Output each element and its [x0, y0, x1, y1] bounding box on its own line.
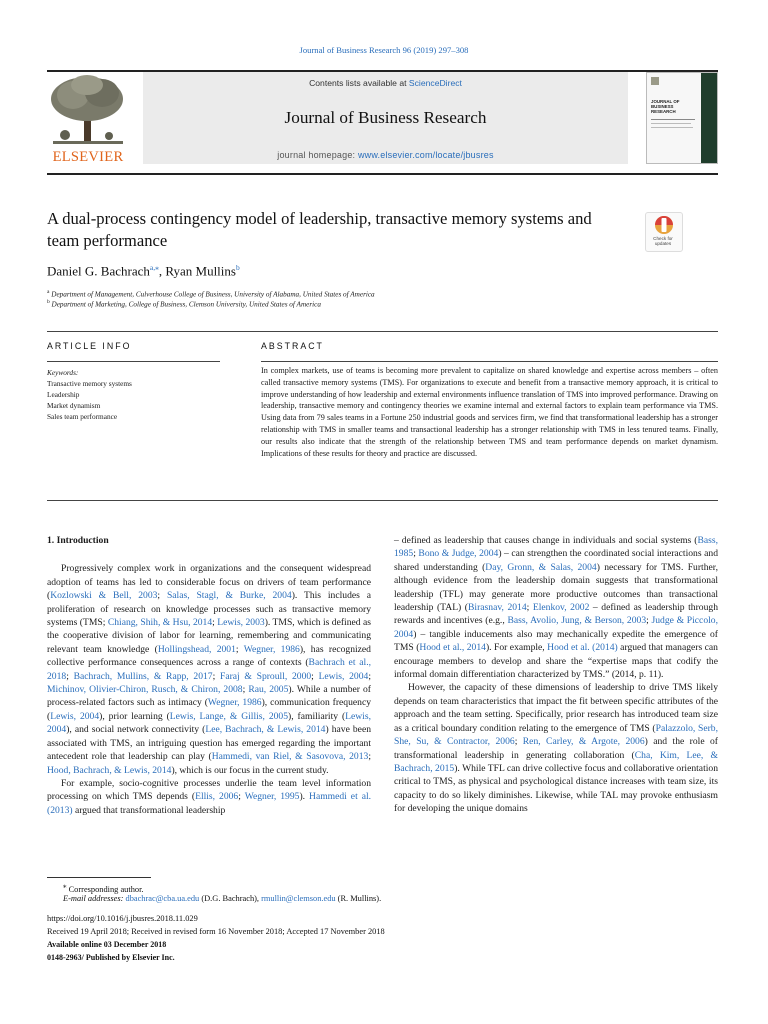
paragraph-text: ) and the role of transformational leadership in generating collaboration ( [394, 736, 718, 761]
paragraph-text: ; [311, 670, 319, 682]
check-for-updates-button[interactable] [645, 212, 683, 252]
paragraph-text: ; [66, 670, 74, 682]
paragraph-text: ) – can strengthen the coordinated social interactions and shared understanding ( [394, 548, 718, 573]
citation-link[interactable]: Rau, 2005 [248, 684, 289, 696]
author-line [47, 263, 240, 279]
citation-link[interactable]: Elenkov, 2002 [532, 602, 590, 614]
paragraph-text: ; [212, 670, 220, 682]
author-name: Daniel G. Bachrach [47, 263, 150, 279]
paragraph-text: ). While TFL can drive collective focus and collaborative orientation critical to TMS, as physical and psychological distance increases with team size, its capacity to do so likely diminishes. Likewise, while TAL may provoke enthusiasm for developing the unique domains [394, 762, 718, 815]
journal-cover-thumbnail [646, 72, 718, 164]
info-top-rule [47, 331, 718, 332]
available-online: Available online 03 December 2018 [47, 940, 167, 949]
paragraph-text: ; [242, 684, 249, 696]
author-separator: , [158, 263, 166, 279]
body-column-right [394, 534, 718, 816]
affiliation-marker: b [47, 299, 50, 305]
citation-link[interactable]: Bass, Avolio, Jung, & Berson, 2003 [507, 615, 647, 627]
citation-link[interactable]: Cha, Kim, Lee, & Bachrach, 2015 [394, 749, 718, 774]
affiliation-marker: a [47, 289, 50, 295]
corresponding-text: Corresponding author. [68, 884, 144, 894]
abstract-bottom-rule [47, 500, 718, 501]
body-paragraph [47, 562, 371, 777]
abstract-text: In complex markets, use of teams is becoming more prevalent to capitalize on shared knowledge and expertise across members – often called transactive memory systems (TMS). For organizations to execute and benefit from a transactive memory approach, it is critical to improve understanding of how leadership and external environments influence translation of TMS into improved performance. Drawing on leadership, transactive memory and contingency theories we examine internal and external factors to explain team performance via TMS. Using data from 79 sales teams in a Fortune 250 industrial goods and services firm, we find that transformational leadership has a stronger relationship with TMS in smaller teams and transactional leadership has a stronger relationship with TMS in less tenured teams. Finally, our results also indicate that the strength of the relationship between TMS and team performance depends on market dynamism. Implications of these results for theory and practice are discussed. [261, 366, 718, 458]
cover-logo [651, 77, 659, 85]
journal-title: Journal of Business Research [284, 108, 487, 127]
citation-link[interactable]: Kozlowski & Bell, 2003 [50, 590, 158, 602]
citation-link[interactable]: Hood et al., 2014 [419, 642, 486, 654]
keyword-item: Market dynamism [47, 401, 101, 410]
keyword-item: Sales team performance [47, 412, 118, 421]
abstract-rule [261, 361, 718, 362]
cover-spine [701, 73, 717, 163]
citation-link[interactable]: Birasnav, 2014 [468, 602, 527, 614]
citation-link[interactable]: Chiang, Shih, & Hsu, 2014 [107, 617, 213, 629]
citation-link[interactable]: Lewis, 2003 [217, 617, 265, 629]
paper-title: A dual-process contingency model of leadership, transactive memory systems and team performance [47, 209, 592, 250]
footnote-rule [47, 877, 151, 878]
citation-link[interactable]: Bass, 1985 [394, 535, 718, 560]
corresponding-marker: ⁎ [63, 882, 67, 890]
check-for-updates-label: Check for updates [653, 236, 673, 246]
email-owner: (R. Mullins). [335, 894, 382, 903]
paragraph-text: ; [235, 643, 244, 655]
citation-link[interactable]: Ellis, 2006 [195, 791, 239, 803]
citation-link[interactable]: Day, Gronn, & Salas, 2004 [485, 561, 597, 573]
body-paragraph [394, 534, 718, 681]
keywords-label: Keywords: [47, 368, 79, 377]
sciencedirect-link[interactable]: ScienceDirect [408, 78, 462, 88]
paragraph-text: Progressively complex work in organizations and the consequent widespread adoption of teams has led to considerable focus on drivers of team performance ( [47, 563, 371, 602]
paragraph-text: However, the capacity of these dimensions of leadership to drive TMS likely depends on team characteristics that impact the fit between specific attributes of the approach and the team setting. Specifically, prior research has introduced team size as a critical boundary condition relating to the emergence of TMS ( [394, 682, 718, 734]
email-label: E-mail addresses: [63, 894, 124, 903]
affiliation-text: Department of Marketing, College of Business, Clemson University, United States of America [51, 300, 321, 309]
citation-link[interactable]: Lewis, 2004 [318, 670, 369, 682]
citation-link[interactable]: Judge & Piccolo, 2004 [394, 615, 718, 640]
cover-line [651, 123, 691, 124]
paragraph-text: ), familiarity ( [288, 710, 346, 722]
paragraph-text: ). For example, [485, 642, 548, 654]
email-link[interactable]: dbachrac@cba.ua.edu [125, 894, 200, 903]
cover-title: JOURNAL OF BUSINESS RESEARCH [651, 99, 680, 114]
received-dates: Received 19 April 2018; Received in revised form 16 November 2018; Accepted 17 November 2018 [47, 927, 385, 936]
paragraph-text: ). While a number of process-related factors such as intimacy ( [47, 684, 371, 709]
paragraph-text: ), and social network connectivity ( [66, 724, 206, 736]
citation-link[interactable]: Hood, Bachrach, & Lewis, 2014 [47, 764, 172, 776]
contents-line [143, 78, 628, 88]
author-affiliation-link[interactable]: b [235, 263, 240, 272]
body-paragraph [47, 777, 371, 817]
paragraph-text: ; [238, 791, 245, 803]
citation-link[interactable]: Lewis, Lange, & Gillis, 2005 [169, 710, 289, 722]
author-name: Ryan Mullins [165, 263, 236, 279]
email-link[interactable]: rmullin@clemson.edu [261, 894, 336, 903]
paragraph-text: ; [157, 590, 167, 602]
cover-line [651, 119, 695, 120]
paragraph-text: ) have been associated with TMS, an intriguing question has emerged regarding the important antecedent role that leadership can play ( [47, 724, 371, 763]
author-affiliation-link[interactable]: a,⁎ [149, 263, 159, 272]
homepage-link[interactable]: www.elsevier.com/locate/jbusres [357, 150, 494, 160]
paragraph-text: ) necessary for TMS. Further, although evidence from the leadership domain suggests that transformational leadership (TFL) may generate more productive outcomes than transactional leadership (TAL) ( [394, 561, 718, 614]
paragraph-text: ). TMS, which is defined as the cooperative division of labor for learning, remembering and communicating relevant team knowledge ( [47, 617, 371, 655]
article-info-heading: ARTICLE INFO [47, 341, 132, 351]
homepage-line [143, 150, 628, 160]
paragraph-text: ), which is our focus in the current study. [171, 764, 329, 776]
keyword-item: Transactive memory systems [47, 379, 132, 388]
citation-link[interactable]: Wegner, 1995 [244, 791, 300, 803]
paragraph-text: For example, socio-cognitive processes underlie the team level information processing on which TMS depends ( [47, 777, 371, 803]
paragraph-text: ; [212, 617, 218, 629]
paragraph-text: ). [299, 791, 310, 803]
keyword-item: Leadership [47, 390, 80, 399]
paragraph-text: argued that transformational leadership [72, 804, 226, 816]
citation-link[interactable]: Lee, Bachrach, & Lewis, 2014 [205, 724, 326, 736]
email-owner: (D.G. Bachrach), [199, 894, 262, 903]
header-bottom-rule [47, 173, 718, 175]
abstract-heading: ABSTRACT [261, 341, 324, 351]
citation-link[interactable]: Hammedi et al. (2013) [47, 791, 372, 816]
paragraph-text: – defined as leadership that causes change in individuals and social systems ( [394, 535, 698, 546]
paragraph-text: ; [368, 751, 371, 763]
affiliation-text: Department of Management, Culverhouse College of Business, University of Alabama, United States of America [51, 290, 375, 299]
paragraph-text: – defined as leadership through rewards and incentives (e.g., [394, 602, 718, 627]
paragraph-text: ; [368, 670, 371, 682]
paragraph-text: ; [646, 615, 652, 627]
affiliation-b [47, 299, 321, 308]
body-paragraph [394, 681, 718, 815]
citation-link[interactable]: Hammedi, van Riel, & Sasovova, 2013 [211, 751, 369, 763]
paragraph-text: ), prior learning ( [99, 710, 170, 722]
info-rule [47, 361, 220, 362]
doi-link[interactable]: https://doi.org/10.1016/j.jbusres.2018.11.029 [47, 914, 198, 923]
section-heading: 1. Introduction [47, 535, 109, 546]
paragraph-text: ; [526, 602, 533, 614]
paragraph-text: ) – tangible inducements also may mechanically expedite the emergence of TMS ( [394, 628, 718, 654]
paragraph-text: argued that managers can encourage members to develop and share the “expertise maps that codify the informal domain differentiation characterized by TMS.” (2014, p. 11). [394, 642, 718, 681]
publisher-name: ELSEVIER [52, 149, 124, 165]
citation-link[interactable]: Michinov, Olivier-Chiron, Rusch, & Chiron, 2008 [47, 684, 243, 696]
citation-link[interactable]: Hood et al. (2014) [547, 642, 618, 654]
body-column-left [47, 534, 371, 817]
contents-prefix: Contents lists available at [309, 78, 409, 88]
issn-line: 0148-2963/ Published by Elsevier Inc. [47, 953, 175, 962]
paragraph-text: ), communication frequency ( [47, 697, 371, 722]
journal-reference-link[interactable]: Journal of Business Research 96 (2019) 297–308 [299, 45, 469, 55]
citation-link[interactable]: Faraj & Sproull, 2000 [220, 670, 312, 682]
citation-link[interactable]: Bono & Judge, 2004 [418, 548, 499, 560]
cover-line [651, 127, 693, 128]
citation-link[interactable]: Salas, Stagl, & Burke, 2004 [166, 590, 292, 602]
citation-link[interactable]: Bachrach, Mullins, & Rapp, 2017 [73, 670, 213, 682]
paragraph-text: ; [413, 548, 419, 560]
citation-link[interactable]: Palazzolo, Serb, She, Su, & Contractor, 2006 [394, 722, 718, 748]
citation-link[interactable]: Hollingshead, 2001 [157, 643, 236, 655]
citation-link[interactable]: Ren, Carley, & Argote, 2006 [522, 736, 645, 748]
paragraph-text: ). This includes a proliferation of research on knowledge processes such as transactive memory systems (TMS; [47, 590, 371, 629]
citation-link[interactable]: Lewis, 2004 [50, 710, 100, 722]
citation-link[interactable]: Wegner, 1986 [207, 697, 262, 709]
citation-link[interactable]: Wegner, 1986 [243, 643, 300, 655]
paragraph-text: ; [514, 736, 523, 748]
homepage-prefix: journal homepage: [277, 150, 358, 160]
citation-link[interactable]: Bachrach et al., 2018 [47, 657, 371, 682]
corresponding-author-note [63, 882, 144, 894]
paragraph-text: ), has recognized collective performance consequences across a range of contexts ( [47, 643, 371, 669]
citation-link[interactable]: Lewis, 2004 [47, 710, 371, 736]
check-for-updates-icon [646, 213, 682, 237]
affiliation-a [47, 289, 375, 298]
email-line [63, 894, 381, 903]
